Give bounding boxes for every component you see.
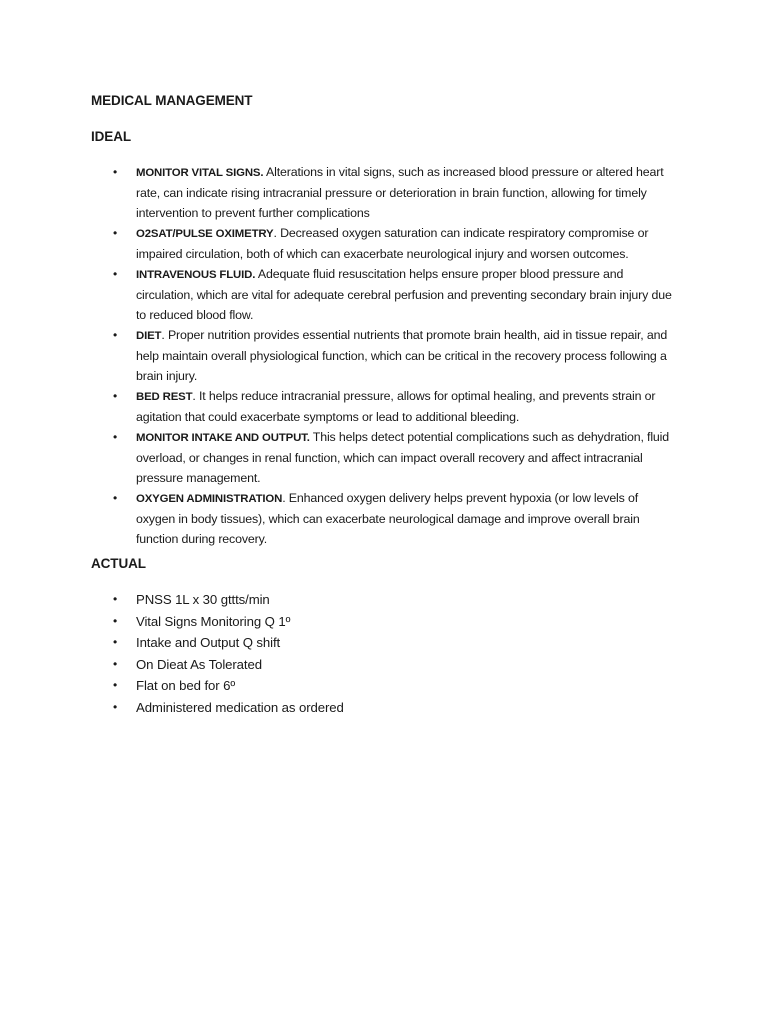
actual-item-text: On Dieat As Tolerated bbox=[136, 656, 262, 672]
bullet-icon: • bbox=[113, 328, 118, 342]
bullet-icon: • bbox=[113, 267, 118, 281]
bullet-icon: • bbox=[113, 491, 118, 505]
ideal-item-o2sat bbox=[113, 223, 678, 264]
actual-item-text: Flat on bed for 6º bbox=[136, 678, 236, 694]
ideal-item-title: DIET bbox=[136, 330, 162, 342]
bullet-icon: • bbox=[113, 165, 118, 179]
ideal-list bbox=[113, 162, 678, 549]
ideal-item-text: . Enhanced oxygen delivery helps prevent hypoxia (or low levels of oxygen in body tissues), which can exacerbate neurological damage and improve overall brain function during recovery. bbox=[136, 491, 640, 546]
ideal-item-title: O2SAT/PULSE OXIMETRY bbox=[136, 228, 274, 240]
actual-list bbox=[113, 589, 613, 719]
ideal-item-title: OXYGEN ADMINISTRATION bbox=[136, 493, 283, 505]
ideal-item-text: . Decreased oxygen saturation can indicate respiratory compromise or impaired circulation, both of which can exacerbate neurological injury and worsen outcomes. bbox=[136, 226, 649, 261]
ideal-item-text: This helps detect potential complications such as dehydration, fluid overload, or changes in renal function, which can impact overall recovery and affect intracranial pressure management. bbox=[136, 430, 670, 485]
actual-item bbox=[113, 675, 613, 697]
bullet-icon: • bbox=[113, 613, 118, 628]
bullet-icon: • bbox=[113, 699, 118, 714]
bullet-icon: • bbox=[113, 592, 118, 606]
actual-item bbox=[113, 697, 613, 719]
bullet-icon: • bbox=[113, 430, 118, 444]
ideal-item-title: BED REST bbox=[136, 391, 193, 403]
ideal-item-text: Alterations in vital signs, such as increased blood pressure or altered heart rate, can indicate rising intracranial pressure or deterioration in brain function, allowing for timely intervention to prevent further complications bbox=[136, 165, 664, 220]
section-heading-ideal: IDEAL bbox=[91, 129, 132, 144]
actual-item bbox=[113, 589, 613, 611]
ideal-item-title: MONITOR INTAKE AND OUTPUT. bbox=[136, 432, 310, 444]
bullet-icon: • bbox=[113, 635, 118, 650]
ideal-item-intravenous-fluid bbox=[113, 264, 678, 325]
ideal-item-title: INTRAVENOUS FLUID. bbox=[136, 269, 256, 281]
bullet-icon: • bbox=[113, 656, 118, 671]
ideal-item-monitor-intake-output bbox=[113, 427, 678, 488]
bullet-icon: • bbox=[113, 226, 118, 240]
actual-item-text: Intake and Output Q shift bbox=[136, 635, 281, 651]
actual-item bbox=[113, 632, 613, 654]
ideal-item-title: MONITOR VITAL SIGNS. bbox=[136, 167, 264, 179]
actual-item bbox=[113, 611, 613, 633]
ideal-item-bed-rest bbox=[113, 386, 678, 427]
actual-item-text: PNSS 1L x 30 gttts/min bbox=[136, 592, 270, 607]
actual-item-text: Administered medication as ordered bbox=[136, 699, 344, 715]
section-heading-actual: ACTUAL bbox=[91, 556, 146, 571]
actual-item-text: Vital Signs Monitoring Q 1º bbox=[136, 613, 291, 629]
ideal-item-text: Adequate fluid resuscitation helps ensure proper blood pressure and circulation, which are vital for adequate cerebral perfusion and preventing secondary brain injury due to reduced blood flow. bbox=[136, 267, 672, 322]
bullet-icon: • bbox=[113, 389, 118, 403]
ideal-item-oxygen-administration bbox=[113, 488, 678, 549]
ideal-item-diet bbox=[113, 325, 678, 386]
ideal-item-text: . It helps reduce intracranial pressure, allows for optimal healing, and prevents strain or agitation that could exacerbate symptoms or lead to additional bleeding. bbox=[136, 389, 656, 424]
page-title: MEDICAL MANAGEMENT bbox=[91, 93, 253, 108]
actual-item bbox=[113, 654, 613, 676]
bullet-icon: • bbox=[113, 678, 118, 693]
ideal-item-text: . Proper nutrition provides essential nutrients that promote brain health, aid in tissue repair, and help maintain overall physiological function, which can be critical in the recovery process following a brain injury. bbox=[136, 328, 668, 383]
ideal-item-monitor-vital-signs bbox=[113, 162, 678, 223]
